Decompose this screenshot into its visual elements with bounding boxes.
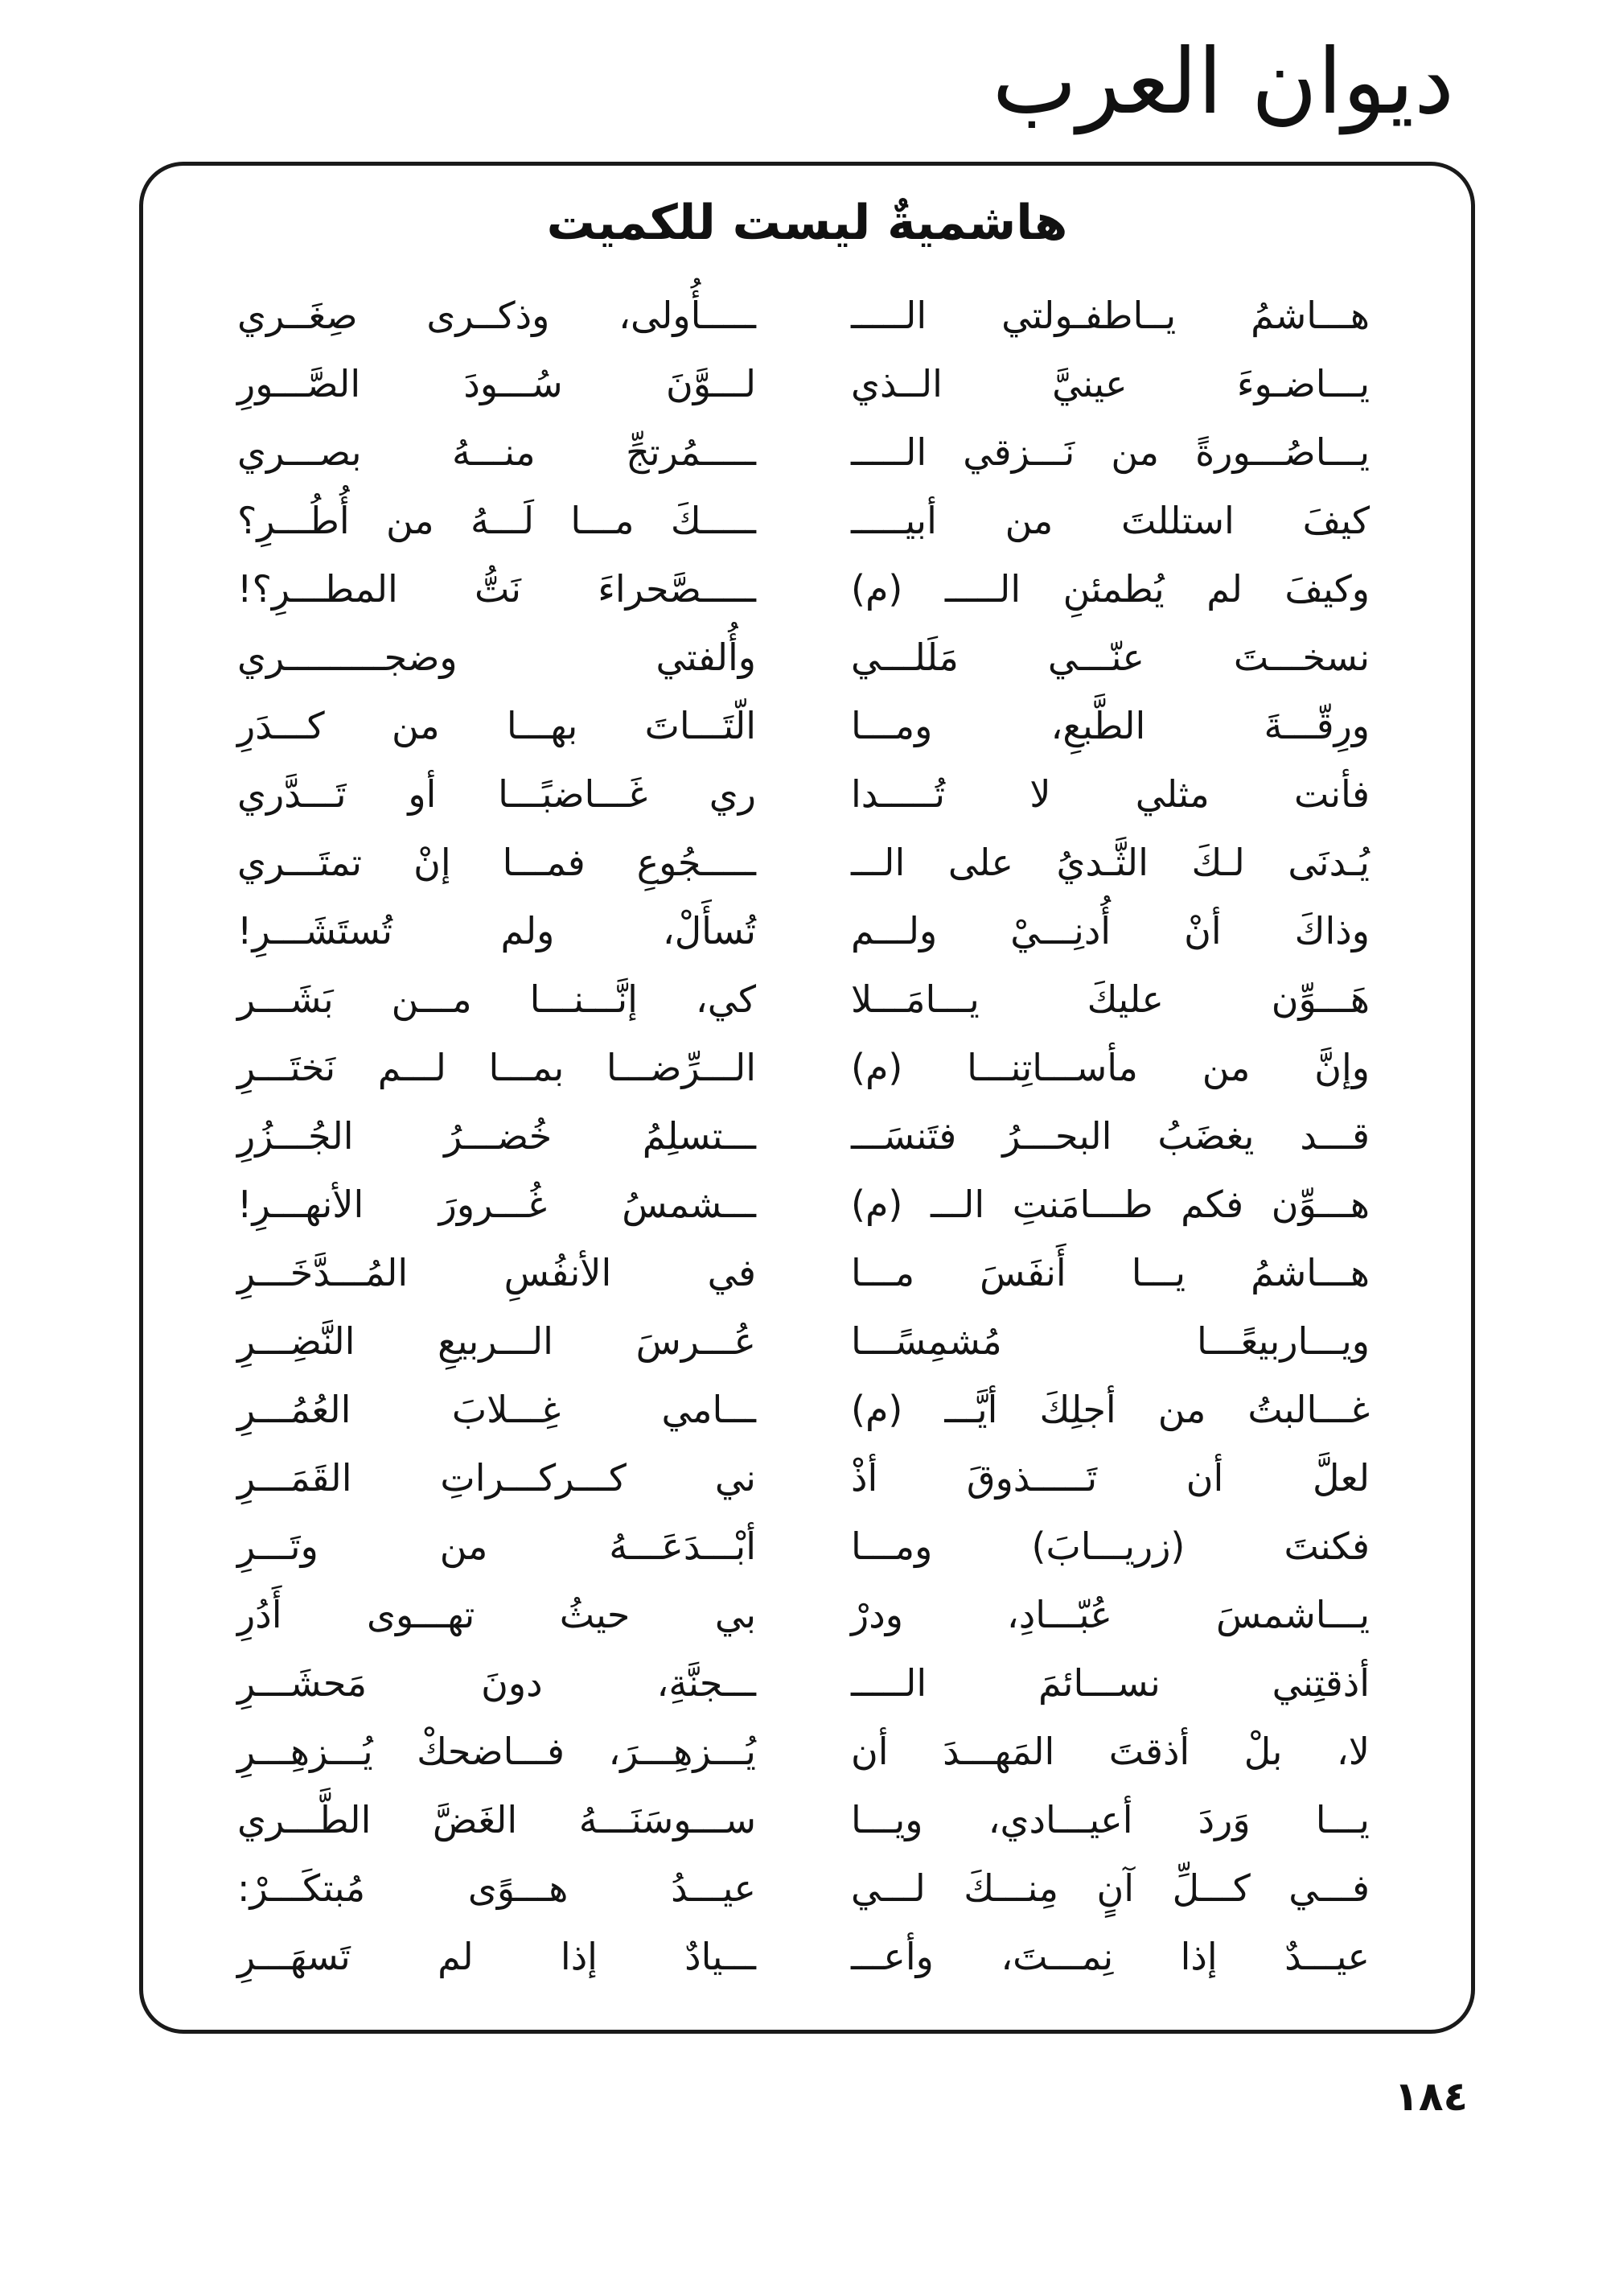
verse-first-hemistich: لا، بلْ أذقتَ المَهـــدَ أن bbox=[851, 1730, 1370, 1773]
verse-second-hemistich: ـــامي غِـــلابَ العُمُـــرِ bbox=[237, 1388, 756, 1431]
verse-second-hemistich: عُـــرسَ الـــربيعِ النَّضِـــرِ bbox=[237, 1319, 756, 1363]
verse-second-hemistich: ـــتسلِمُ خُضـــرُ الجُـــزُرِ bbox=[237, 1114, 756, 1158]
verse-row bbox=[0, 350, 1615, 418]
verse-second-hemistich: ـــــأُولى، وذكــرى صِغَــري bbox=[237, 294, 756, 337]
verse-row bbox=[0, 487, 1615, 555]
verse-second-hemistich: لـــوَّنَ سُـــودَ الصَّـــورِ bbox=[237, 362, 756, 405]
verse-first-hemistich: يـــا وَردَ أعيـــادي، ويـــا bbox=[851, 1798, 1370, 1841]
verse-first-hemistich: وكيفَ لم يُطمئنِ الـــــ (م) bbox=[851, 567, 1370, 611]
verse-row bbox=[0, 1649, 1615, 1718]
verse-row bbox=[0, 1034, 1615, 1102]
verse-row bbox=[0, 1171, 1615, 1239]
poem-verses bbox=[0, 282, 1615, 1991]
verse-row bbox=[0, 760, 1615, 829]
verse-row bbox=[0, 897, 1615, 965]
verse-second-hemistich: في الأنفُسِ المُـــدَّخَـــرِ bbox=[237, 1251, 756, 1294]
verse-second-hemistich: الـــرِّضـــا بمـــا لـــم نَختَـــرِ bbox=[237, 1046, 756, 1089]
verse-first-hemistich: يـــاصُـــورةً من نَـــزقي الـــــ bbox=[851, 430, 1370, 474]
verse-second-hemistich: ـــــمُرتجِّ منـــهُ بصـــري bbox=[237, 430, 756, 474]
verse-second-hemistich: أبْـــدَعَـــهُ من وتَـــرِ bbox=[237, 1524, 756, 1568]
verse-second-hemistich: ري غَـــاضبًـــا أو تَـــدَّري bbox=[237, 772, 756, 816]
verse-second-hemistich: بي حيثُ تهـــوى أَدُرِ bbox=[237, 1593, 756, 1636]
verse-second-hemistich: ـــــكَ مـــا لَـــهُ من أُطُـــرِ؟ bbox=[237, 499, 756, 542]
verse-row bbox=[0, 418, 1615, 487]
verse-row bbox=[0, 282, 1615, 350]
verse-first-hemistich: أذقتِني نســـائمَ الـــــ bbox=[851, 1661, 1370, 1705]
poem-title: هاشميةٌ ليست للكميت bbox=[546, 195, 1068, 251]
verse-first-hemistich: هـــوِّن فكم طـــامَنتِ الـــ (م) bbox=[851, 1183, 1370, 1226]
verse-second-hemistich: وأُلفتي وضجـــــــــري bbox=[237, 636, 756, 679]
verse-second-hemistich: ســـوسَنَـــهُ الغَضَّ الطَّـــري bbox=[237, 1798, 756, 1841]
verse-second-hemistich: كي، إنَّـــنـــا مـــن بَشَـــر bbox=[237, 977, 756, 1021]
verse-first-hemistich: غـــالبتُ من أجلِكَ أيَّـــ (م) bbox=[851, 1388, 1370, 1431]
verse-first-hemistich: ويـــاربيعًـــا مُشمِسًـــا bbox=[851, 1319, 1370, 1363]
verse-row bbox=[0, 1307, 1615, 1376]
verse-row bbox=[0, 1239, 1615, 1307]
verse-first-hemistich: وإنَّ من مأســـاتِنـــا (م) bbox=[851, 1046, 1370, 1089]
verse-first-hemistich: كيفَ استللتَ من أبيـــــ bbox=[851, 499, 1370, 542]
page-number: ١٨٤ bbox=[1394, 2073, 1468, 2120]
verse-first-hemistich: قـــد يغضَبُ البحـــرُ فتَنسَـــ bbox=[851, 1114, 1370, 1158]
verse-first-hemistich: نسخـــتَ عنّـــي مَلَلـــي bbox=[851, 636, 1370, 679]
verse-row bbox=[0, 1512, 1615, 1581]
verse-first-hemistich: وذاكَ أنْ أُدنِـــيْ ولـــم bbox=[851, 909, 1370, 953]
verse-second-hemistich: الّتَـــاتَ بهـــا من كـــدَرِ bbox=[237, 704, 756, 747]
verse-first-hemistich: لعلَّ أن تَـــــذوقَ أذْ bbox=[851, 1456, 1370, 1500]
verse-first-hemistich: يُـدنَى لـكَ الثَّـديُ على الـــ bbox=[851, 841, 1370, 884]
verse-row bbox=[0, 1854, 1615, 1923]
verse-second-hemistich: ـــجنَّةِ، دونَ مَحشَـــرِ bbox=[237, 1661, 756, 1705]
verse-row bbox=[0, 829, 1615, 897]
verse-first-hemistich: فأنت مثلي لا تُـــــدا bbox=[851, 772, 1370, 816]
verse-row bbox=[0, 1102, 1615, 1171]
verse-row bbox=[0, 965, 1615, 1034]
verse-second-hemistich: ـــــصَّحراءَ نَتُّ المطـــرِ؟! bbox=[237, 567, 756, 611]
verse-first-hemistich: هـــاشمُ يــاطفـولتي الـــــ bbox=[851, 294, 1370, 337]
verse-first-hemistich: عيـــدٌ إذا نِمـــتَ، وأعـــ bbox=[851, 1935, 1370, 1978]
site-logo: ديوان العرب bbox=[992, 30, 1454, 134]
verse-second-hemistich: عيـــدُ هـــوًى مُبتكَـــرْ: bbox=[237, 1866, 756, 1910]
verse-row bbox=[0, 623, 1615, 692]
verse-first-hemistich: هـــاشمُ يـــا أَنفَسَ مـــا bbox=[851, 1251, 1370, 1294]
verse-row bbox=[0, 1718, 1615, 1786]
verse-row bbox=[0, 555, 1615, 623]
verse-second-hemistich: ـــشمسُ غُـــرورَ الأنهـــرِ! bbox=[237, 1183, 756, 1226]
verse-row bbox=[0, 1581, 1615, 1649]
verse-row bbox=[0, 1376, 1615, 1444]
verse-second-hemistich: ـــــجُوعِ فمـــا إنْ تمتَـــري bbox=[237, 841, 756, 884]
verse-row bbox=[0, 692, 1615, 760]
verse-row bbox=[0, 1923, 1615, 1991]
verse-row bbox=[0, 1444, 1615, 1512]
verse-second-hemistich: يُـــزهِـــرَ، فـــاضحكْ يُـــزهِـــرِ bbox=[237, 1730, 756, 1773]
verse-first-hemistich: يـــاضـوءَ عينيَّ الــذي bbox=[851, 362, 1370, 405]
verse-first-hemistich: يـــاشمسَ عُبّـــادِ، ودرْ bbox=[851, 1593, 1370, 1636]
verse-second-hemistich: ني كـــركـــراتِ القَمَـــرِ bbox=[237, 1456, 756, 1500]
verse-first-hemistich: ورِقّـــةَ الطَّبعِ، ومـــا bbox=[851, 704, 1370, 747]
verse-row bbox=[0, 1786, 1615, 1854]
verse-first-hemistich: فكنتَ (زريـــابَ) ومـــا bbox=[851, 1524, 1370, 1568]
verse-first-hemistich: فـــي كـــلِّ آنٍ مِنـــكَ لـــي bbox=[851, 1866, 1370, 1910]
verse-first-hemistich: هَـــوِّن عليكَ يـــامَـــلا bbox=[851, 977, 1370, 1021]
verse-second-hemistich: تُسأَلْ، ولم تُستَشَـــرِ! bbox=[237, 909, 756, 953]
verse-second-hemistich: ـــيادٌ إذا لم تَسهَـــرِ bbox=[237, 1935, 756, 1978]
